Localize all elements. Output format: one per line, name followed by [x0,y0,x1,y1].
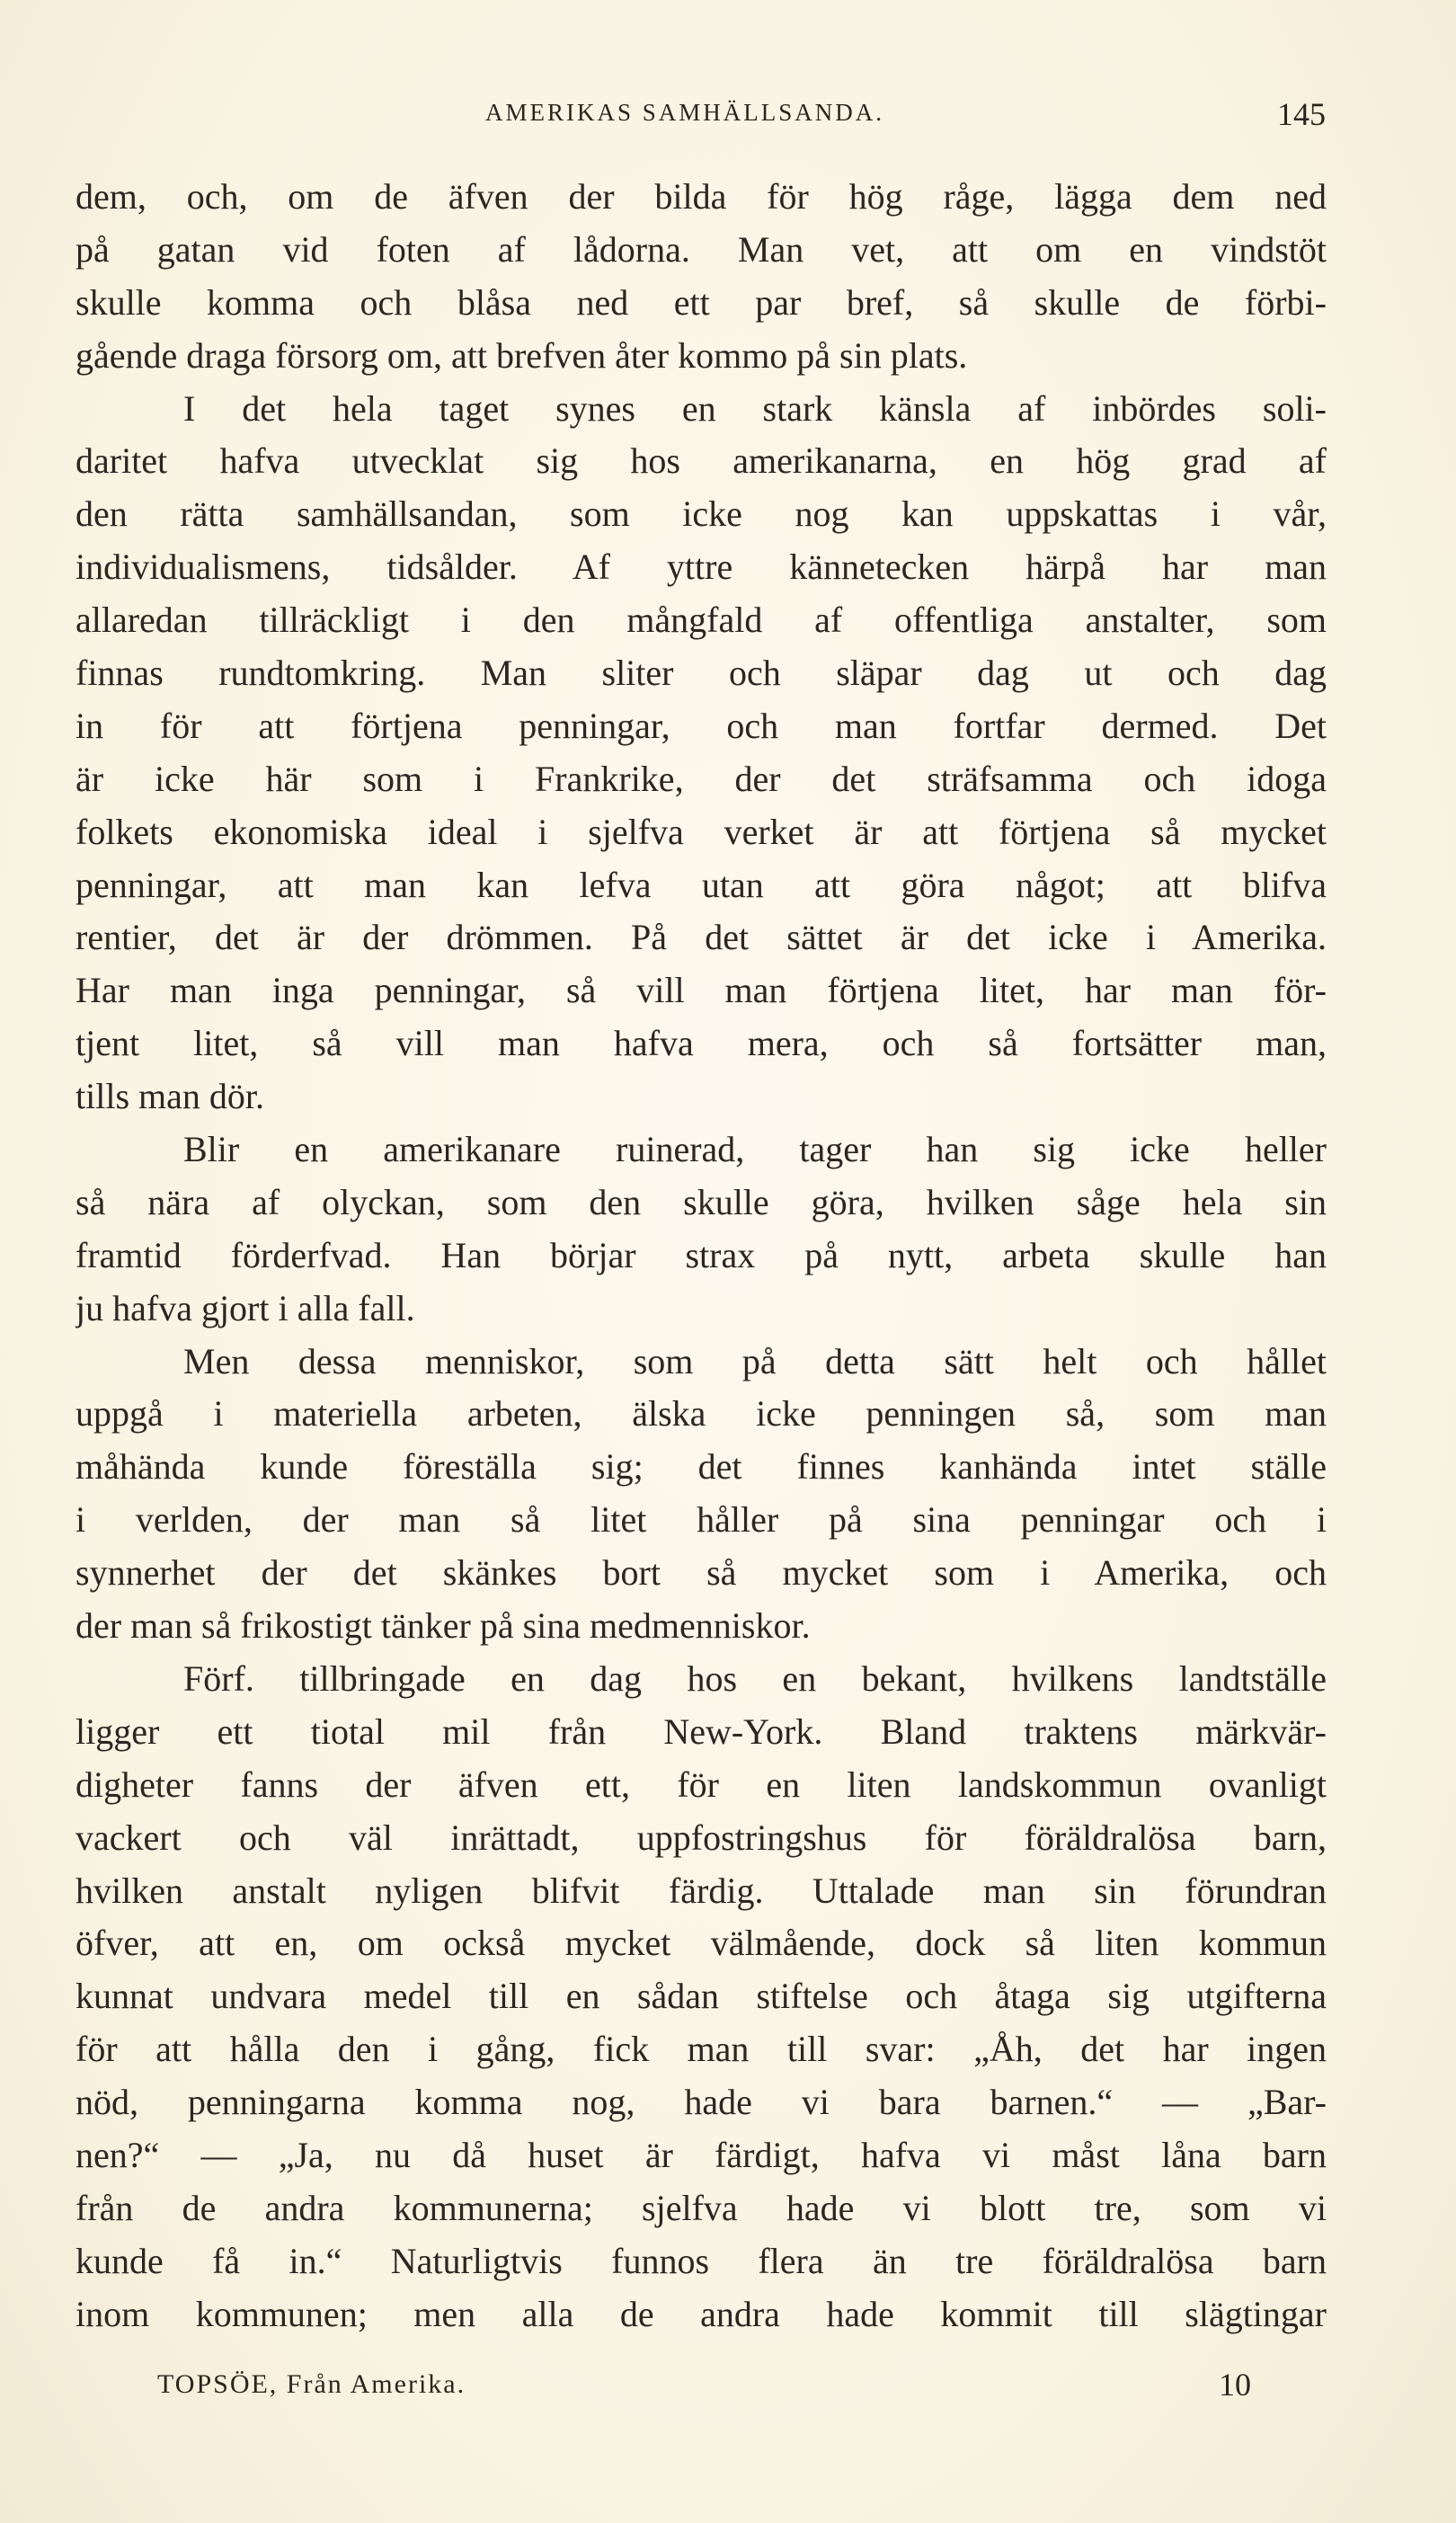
text-line: är icke här som i Frankrike, der det sträfsamma och idoga [75,758,1327,799]
text-line: folkets ekonomiska ideal i sjelfva verket är att förtjena så mycket [75,811,1327,852]
text-line: daritet hafva utvecklat sig hos amerikanarna, en hög grad af [75,440,1327,482]
text-line: så nära af olyckan, som den skulle göra, hvilken såge hela sin [75,1181,1327,1222]
text-line: på gatan vid foten af lådorna. Man vet, att om en vindstöt [75,228,1327,270]
text-line: för att hålla den i gång, fick man till svar: „Åh, det har ingen [75,2029,1327,2070]
text-line: kunnat undvara medel till en sådan stiftelse och åtaga sig utgifterna [75,1976,1327,2017]
text-line: tjent litet, så vill man hafva mera, och så fortsätter man, [75,1023,1327,1064]
text-line: inom kommunen; men alla de andra hade kommit till slägtingar [75,2293,1327,2334]
running-head: AMERIKAS SAMHÄLLSANDA. [485,99,885,126]
text-line: från de andra kommunerna; sjelfva hade vi blott tre, som vi [75,2187,1327,2228]
text-line: gående draga försorg om, att brefven åter kommo på sin plats. [75,334,968,376]
text-line: ju hafva gjort i alla fall. [75,1287,415,1328]
text-line: framtid förderfvad. Han börjar strax på nytt, arbeta skulle han [75,1234,1327,1275]
text-line: digheter fanns der äfven ett, för en liten landskommun ovanligt [75,1763,1327,1805]
page-number: 145 [1277,96,1326,132]
text-line: I det hela taget synes en stark känsla af inbördes soli- [183,387,1327,429]
text-line: individualismens, tidsålder. Af yttre kännetecken härpå har man [75,546,1327,588]
text-line: Har man inga penningar, så vill man förtjena litet, har man för- [75,970,1327,1011]
body-text [75,171,1327,2341]
text-line: ligger ett tiotal mil från New-York. Bland traktens märkvär- [75,1710,1327,1752]
text-line: nen?“ — „Ja, nu då huset är färdigt, hafva vi måst låna barn [75,2134,1327,2175]
text-line: finnas rundtomkring. Man sliter och släpar dag ut och dag [75,653,1327,694]
text-line: vackert och väl inrättadt, uppfostringshus för föräldralösa barn, [75,1817,1327,1858]
text-line: synnerhet der det skänkes bort så mycket som i Amerika, och [75,1552,1327,1594]
sheet-number: 10 [1219,2367,1251,2403]
text-line: hvilken anstalt nyligen blifvit färdig. Uttalade man sin förundran [75,1870,1327,1911]
text-line: Men dessa menniskor, som på detta sätt helt och hållet [183,1340,1327,1381]
text-line: der man så frikostigt tänker på sina medmenniskor. [75,1605,811,1647]
text-line: kunde få in.“ Naturligtvis funnos flera än tre föräldralösa barn [75,2240,1327,2281]
text-line: Förf. tillbringade en dag hos en bekant, hvilkens landtställe [183,1657,1327,1699]
text-line: dem, och, om de äfven der bilda för hög råge, lägga dem ned [75,176,1327,217]
text-line: i verlden, der man så litet håller på sina penningar och i [75,1499,1327,1541]
text-line: måhända kunde föreställa sig; det finnes kanhända intet ställe [75,1446,1327,1488]
text-line: allaredan tillräckligt i den mångfald af offentliga anstalter, som [75,600,1327,641]
text-line: uppgå i materiella arbeten, älska icke penningen så, som man [75,1393,1327,1435]
text-line: nöd, penningarna komma nog, hade vi bara barnen.“ — „Bar- [75,2082,1327,2123]
text-line: penningar, att man kan lefva utan att göra något; att blifva [75,864,1327,905]
text-line: öfver, att en, om också mycket välmående, dock så liten kommun [75,1923,1327,1964]
text-line: rentier, det är der drömmen. På det sättet är det icke i Amerika. [75,917,1327,958]
text-line: skulle komma och blåsa ned ett par bref, så skulle de förbi- [75,281,1327,323]
text-line: tills man dör. [75,1076,264,1117]
text-line: Blir en amerikanare ruinerad, tager han sig icke heller [183,1129,1327,1170]
text-line: den rätta samhällsandan, som icke nog kan uppskattas i vår, [75,493,1327,535]
text-line: in för att förtjena penningar, och man fortfar dermed. Det [75,705,1327,746]
footer-signature: TOPSÖE, Från Amerika. [157,2369,466,2399]
